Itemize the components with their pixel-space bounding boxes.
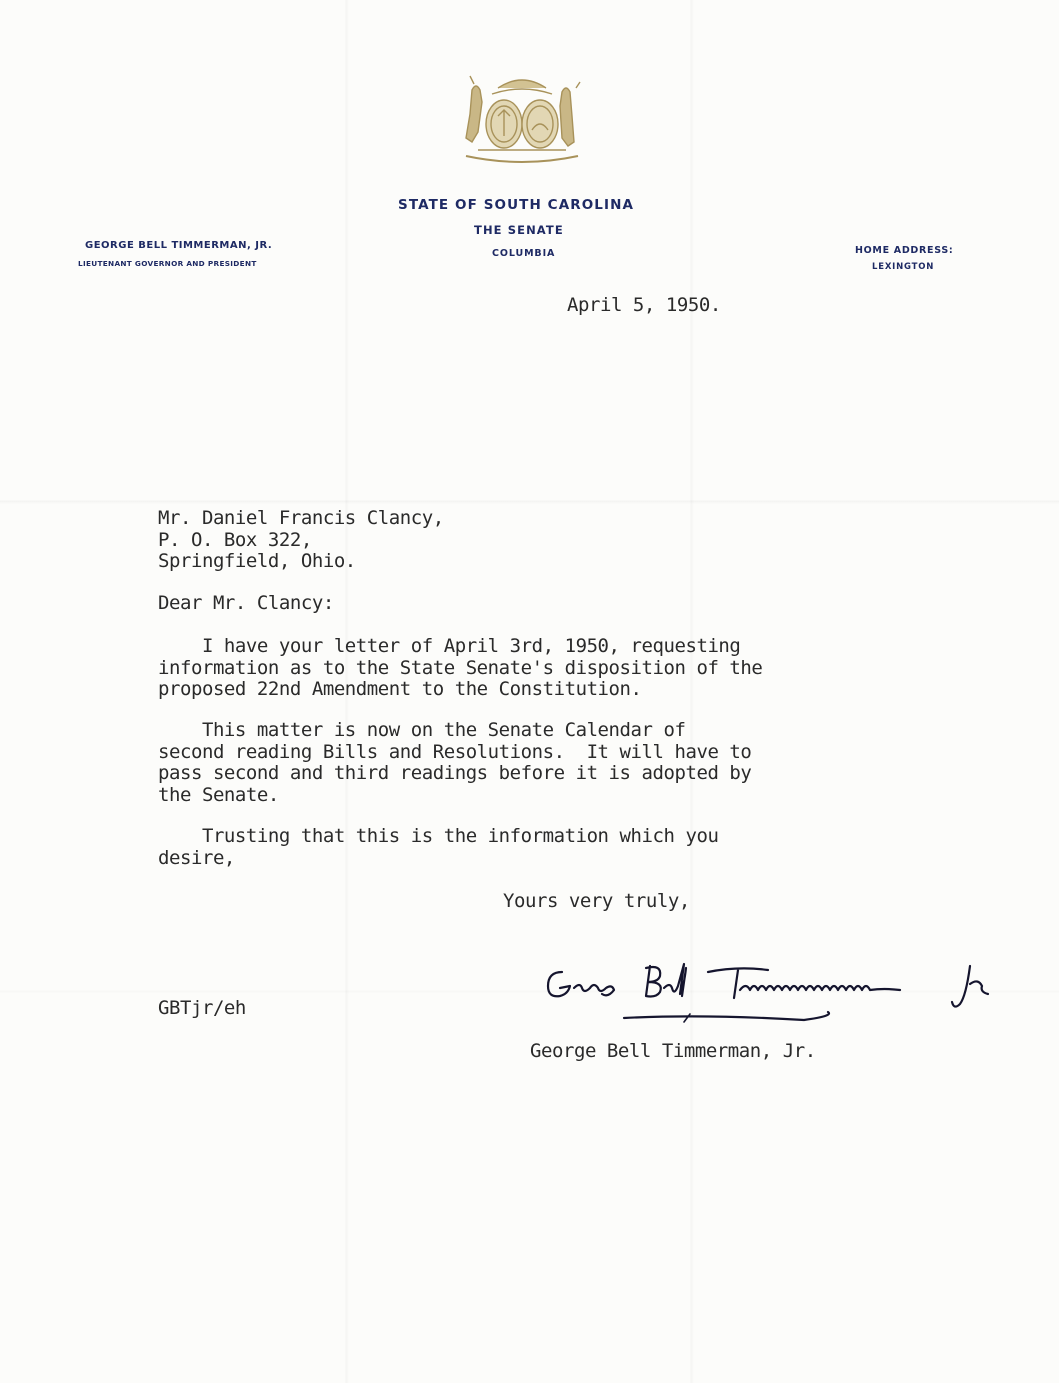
letterhead-body: THE SENATE <box>474 223 564 237</box>
paragraph-line: the Senate. <box>158 783 279 806</box>
paragraph-line: second reading Bills and Resolutions. It will have to <box>158 740 752 763</box>
closing: Yours very truly, <box>503 890 690 912</box>
salutation: Dear Mr. Clancy: <box>158 592 334 614</box>
paragraph-line: pass second and third readings before it is adopted by <box>158 762 752 784</box>
recipient-line: Mr. Daniel Francis Clancy, <box>158 507 444 529</box>
paragraph-line: proposed 22nd Amendment to the Constitution. <box>158 678 642 700</box>
body-paragraph-3 <box>158 826 718 869</box>
letterhead-sender-name: GEORGE BELL TIMMERMAN, JR. <box>85 240 273 251</box>
paragraph-line: Trusting that this is the information which you <box>158 825 719 847</box>
letterhead-state: STATE OF SOUTH CAROLINA <box>398 197 635 213</box>
recipient-line: Springfield, Ohio. <box>158 550 356 572</box>
letterhead-home-address-label: HOME ADDRESS: <box>855 245 954 256</box>
state-seal-icon <box>458 70 586 170</box>
recipient-line: P. O. Box 322, <box>158 528 312 551</box>
handwritten-signature <box>540 960 1000 1030</box>
letterhead-home-address-city: LEXINGTON <box>872 262 935 272</box>
body-paragraph-1 <box>158 636 762 701</box>
letterhead-sender-title: LIEUTENANT GOVERNOR AND PRESIDENT <box>78 259 257 268</box>
letterhead-city: COLUMBIA <box>492 248 556 259</box>
typist-initials: GBTjr/eh <box>158 997 246 1019</box>
paragraph-line: information as to the State Senate's disposition of the <box>158 656 763 679</box>
recipient-address <box>158 508 444 573</box>
letter-date: April 5, 1950. <box>567 294 721 316</box>
paragraph-line: I have your letter of April 3rd, 1950, requesting <box>158 635 741 657</box>
paragraph-line: This matter is now on the Senate Calendar of <box>158 719 686 741</box>
body-paragraph-2 <box>158 720 751 806</box>
paragraph-line: desire, <box>158 846 235 869</box>
typed-signer-name: George Bell Timmerman, Jr. <box>530 1040 816 1062</box>
